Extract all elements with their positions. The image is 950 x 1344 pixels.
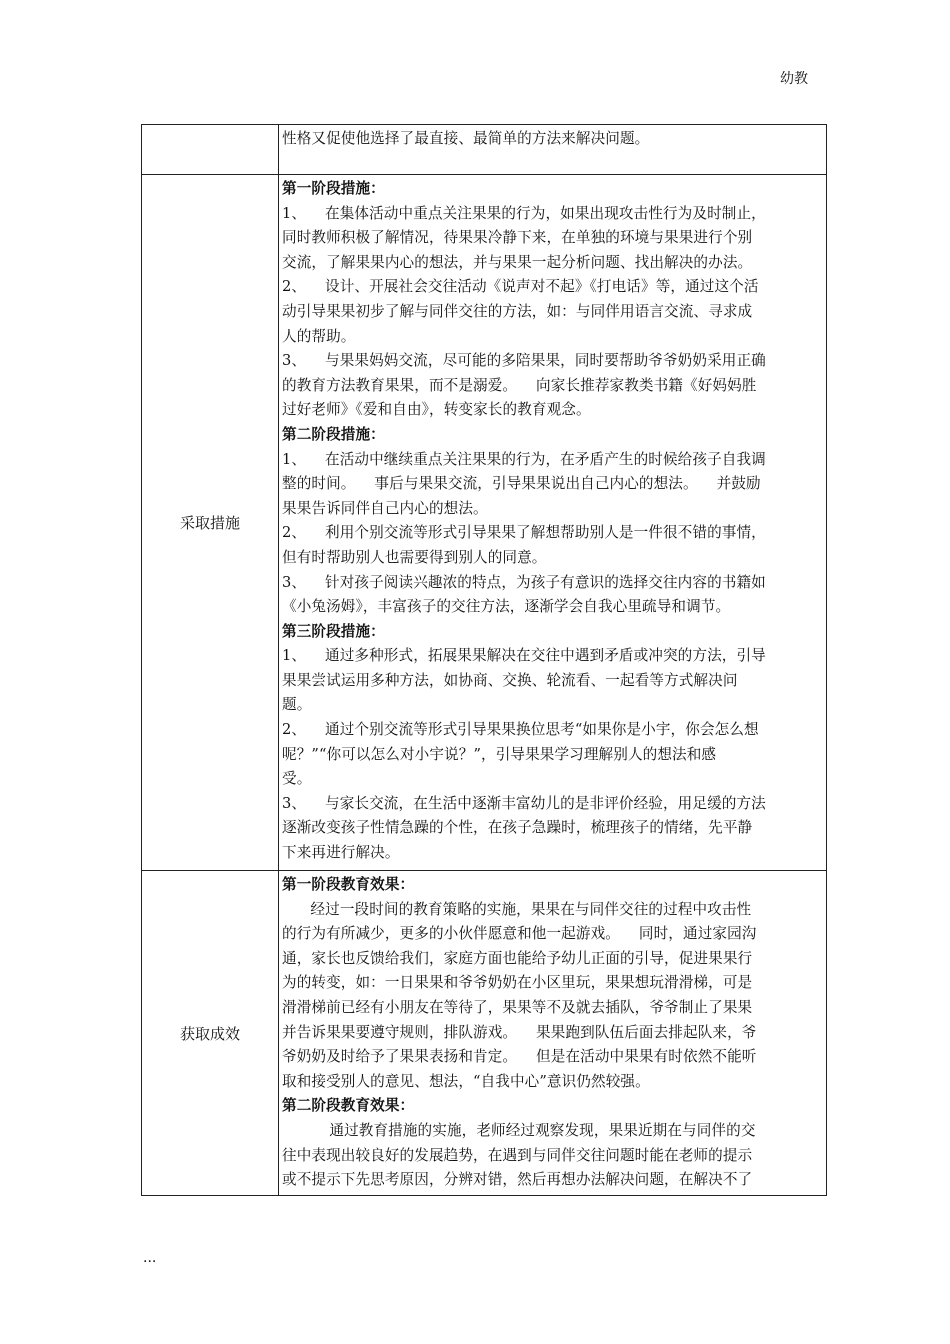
paragraph-line: 2、 利用个别交流等形式引导果果了解想帮助别人是一件很不错的事情， bbox=[282, 524, 766, 542]
paragraph-line: 并告诉果果要遵守规则，排队游戏。 果果跑到队伍后面去排起队来，爷 bbox=[282, 1023, 757, 1041]
paragraph-line: 受。 bbox=[282, 770, 312, 788]
section-heading: 第一阶段措施： bbox=[282, 180, 385, 197]
paragraph-line: 3、 针对孩子阅读兴趣浓的特点，为孩子有意识的选择交往内容的书籍如 bbox=[282, 573, 766, 591]
paragraph-line: 逐渐改变孩子性情急躁的个性，在孩子急躁时，梳理孩子的情绪，先平静 bbox=[282, 819, 753, 837]
section-heading: 第二阶段教育效果： bbox=[282, 1097, 415, 1115]
paragraph-line: 《小兔汤姆》，丰富孩子的交往方法，逐渐学会自我心里疏导和调节。 bbox=[282, 598, 731, 616]
paragraph-line: 的行为有所减少，更多的小伙伴愿意和他一起游戏。 同时，通过家园沟 bbox=[282, 925, 757, 943]
paragraph-line: 3、 与家长交流，在生活中逐渐丰富幼儿的是非评价经验，用足缓的方法 bbox=[282, 794, 766, 812]
row-content bbox=[279, 175, 827, 871]
table-row bbox=[142, 175, 827, 871]
paragraph-line: 为的转变，如：一日果果和爷爷奶奶在小区里玩，果果想玩滑滑梯，可是 bbox=[282, 974, 753, 992]
section-heading: 第二阶段措施： bbox=[282, 425, 385, 443]
paragraph-line: 果果告诉同伴自己内心的想法。 bbox=[282, 499, 488, 517]
paragraph-line: 往中表现出较良好的发展趋势，在遇到与同伴交往问题时能在老师的提示 bbox=[282, 1146, 753, 1164]
paragraph-line: 人的帮助。 bbox=[282, 327, 356, 345]
paragraph-line: 但有时帮助别人也需要得到别人的同意。 bbox=[282, 548, 547, 566]
table-row bbox=[142, 871, 827, 1196]
paragraph-line: 1、 通过多种形式，拓展果果解决在交往中遇到矛盾或冲突的方法，引导 bbox=[282, 647, 766, 665]
header-label: 幼教 bbox=[780, 71, 808, 87]
paragraph-line: 通过教育措施的实施，老师经过观察发现，果果近期在与同伴的交 bbox=[282, 1121, 756, 1139]
paragraph-line: 或不提示下先思考原因，分辨对错，然后再想办法解决问题，在解决不了 bbox=[282, 1171, 753, 1189]
paragraph-line: 性格又促使他选择了最直接、最简单的方法来解决问题。 bbox=[282, 130, 650, 147]
paragraph-line: 的教育方法教育果果，而不是溺爱。 向家长推荐家教类书籍《好妈妈胜 bbox=[282, 376, 757, 394]
paragraph-line: 爷奶奶及时给予了果果表扬和肯定。 但是在活动中果果有时依然不能听 bbox=[282, 1048, 757, 1066]
paragraph-line: 整的时间。 事后与果果交流，引导果果说出自己内心的想法。 并鼓励 bbox=[282, 475, 761, 493]
section-heading: 第三阶段措施： bbox=[282, 622, 385, 640]
footer-dots: ... bbox=[143, 1250, 157, 1266]
paragraph-line: 取和接受别人的意见、想法，“自我中心”意识仍然较强。 bbox=[282, 1072, 650, 1090]
record-table bbox=[141, 124, 827, 1196]
section-heading: 第一阶段教育效果： bbox=[282, 876, 415, 893]
paragraph-line: 3、 与果果妈妈交流，尽可能的多陪果果，同时要帮助爷爷奶奶采用正确 bbox=[282, 352, 766, 370]
row-label: 获取成效 bbox=[142, 871, 279, 1196]
paragraph-line: 通，家长也反馈给我们，家庭方面也能给予幼儿正面的引导，促进果果行 bbox=[282, 949, 753, 967]
paragraph-line: 呢？”“你可以怎么对小宇说？”，引导果果学习理解别人的想法和感 bbox=[282, 745, 717, 763]
row-label bbox=[142, 125, 279, 175]
paragraph-line: 同时教师积极了解情况，待果果冷静下来，在单独的环境与果果进行个别 bbox=[282, 229, 753, 247]
paragraph-line: 1、 在活动中继续重点关注果果的行为，在矛盾产生的时候给孩子自我调 bbox=[282, 450, 766, 468]
row-label: 采取措施 bbox=[142, 175, 279, 871]
paragraph-line: 动引导果果初步了解与同伴交往的方法，如：与同伴用语言交流、寻求成 bbox=[282, 302, 753, 320]
paragraph-line: 滑滑梯前已经有小朋友在等待了，果果等不及就去插队，爷爷制止了果果 bbox=[282, 998, 753, 1016]
paragraph-line: 题。 bbox=[282, 696, 312, 714]
paragraph-line: 经过一段时间的教育策略的实施，果果在与同伴交往的过程中攻击性 bbox=[282, 900, 752, 918]
paragraph-line: 2、 设计、开展社会交往活动《说声对不起》《打电话》等，通过这个活 bbox=[282, 278, 759, 296]
paragraph-line: 交流，了解果果内心的想法，并与果果一起分析问题、找出解决的办法。 bbox=[282, 253, 753, 271]
paragraph-line: 1、 在集体活动中重点关注果果的行为，如果出现攻击性行为及时制止， bbox=[282, 204, 766, 222]
row-content bbox=[279, 871, 827, 1196]
paragraph-line: 2、 通过个别交流等形式引导果果换位思考“如果你是小宇，你会怎么想 bbox=[282, 721, 759, 739]
table-row bbox=[142, 125, 827, 175]
paragraph-line: 过好老师》《爱和自由》，转变家长的教育观念。 bbox=[282, 401, 591, 419]
paragraph-line: 果果尝试运用多种方法，如协商、交换、轮流看、一起看等方式解决问 bbox=[282, 671, 738, 689]
row-content bbox=[279, 125, 827, 175]
paragraph-line: 下来再进行解决。 bbox=[282, 844, 400, 862]
